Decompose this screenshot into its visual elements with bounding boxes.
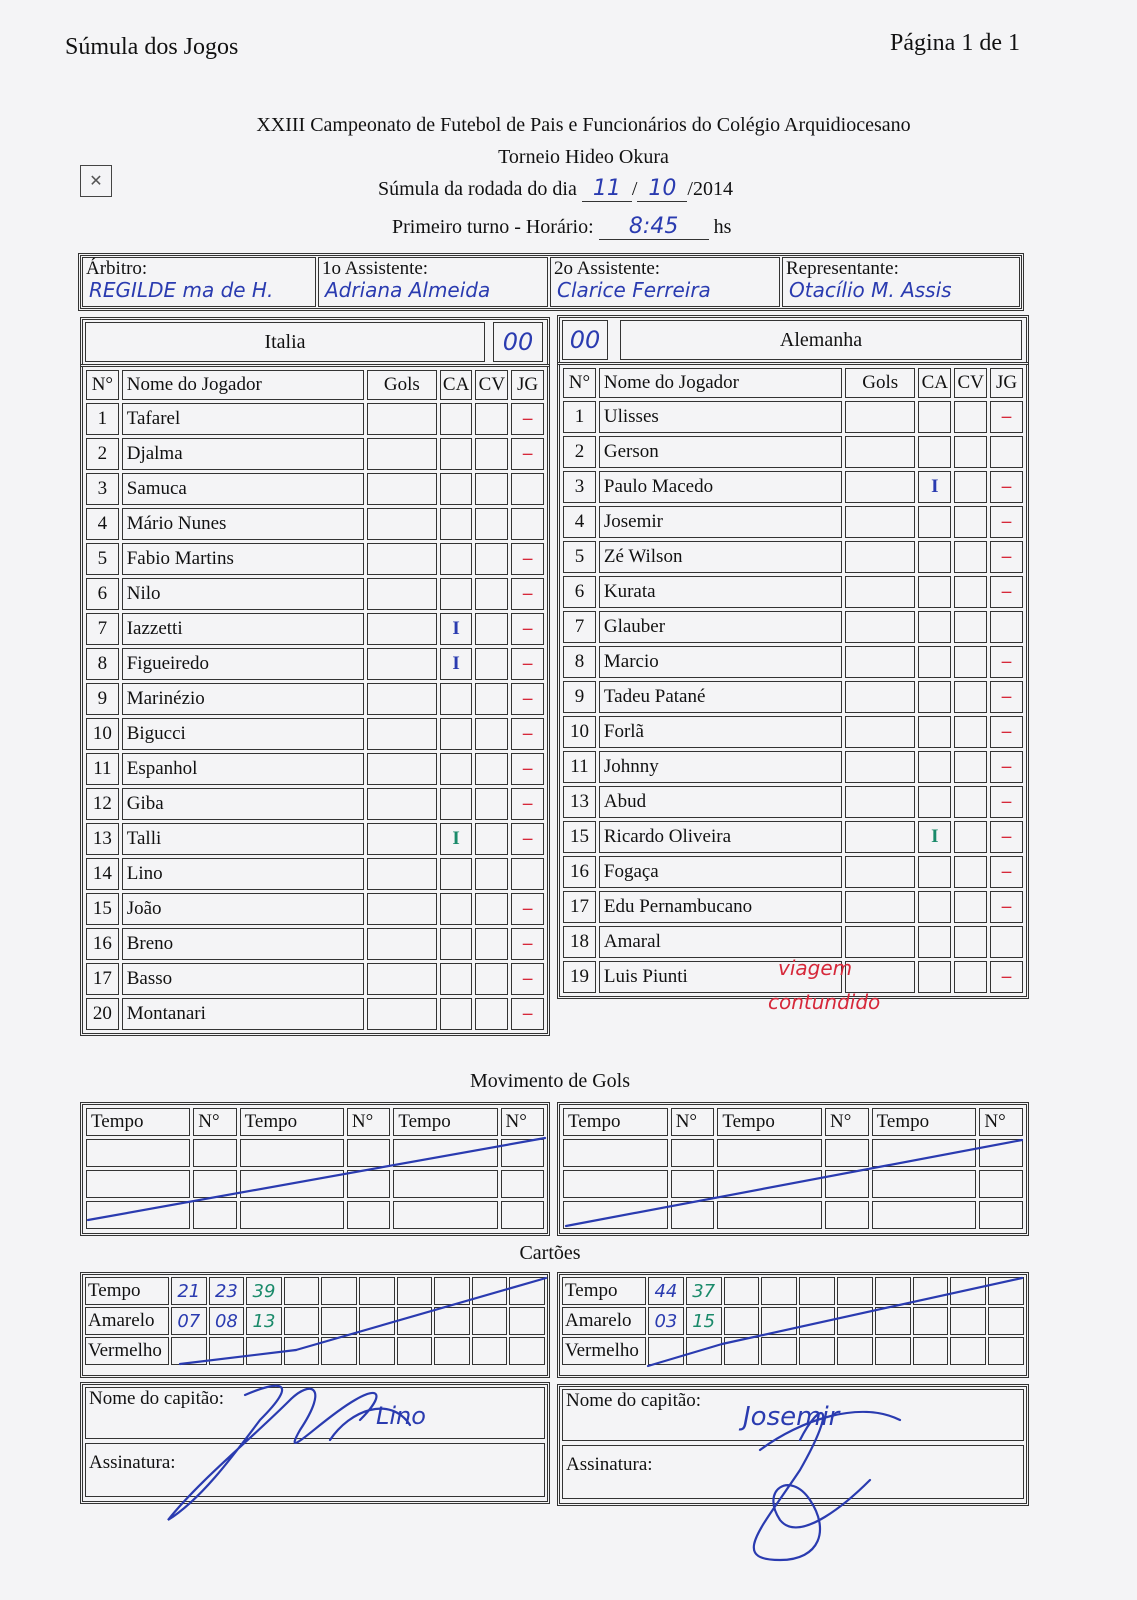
player-yellow-card: I	[918, 471, 951, 503]
player-number: 11	[563, 751, 596, 783]
player-yellow-card: I	[440, 823, 473, 855]
player-number: 18	[563, 926, 596, 958]
assistant1-value: Adriana Almeida	[325, 278, 491, 302]
cards-a-strike-upper	[296, 1278, 546, 1350]
player-played-mark: –	[990, 716, 1023, 748]
player-name: Mário Nunes	[122, 508, 364, 540]
player-number: 4	[86, 508, 119, 540]
player-name: Kurata	[599, 576, 842, 608]
player-played-mark: –	[511, 998, 544, 1030]
player-played-mark: –	[511, 578, 544, 610]
card-cell: 15	[686, 1307, 722, 1335]
player-played-mark: –	[511, 718, 544, 750]
player-name: Fogaça	[599, 856, 842, 888]
captain-b-name: Josemir	[743, 1402, 840, 1432]
col-jg: JG	[990, 368, 1023, 398]
player-yellow-card: I	[440, 613, 473, 645]
goals-no-header: N°	[347, 1108, 390, 1136]
player-played-mark: –	[511, 683, 544, 715]
goals-tempo-header: Tempo	[393, 1108, 497, 1136]
assistant2-label: 2o Assistente:	[554, 258, 661, 279]
player-number: 15	[86, 893, 119, 925]
player-yellow-card: I	[918, 821, 951, 853]
player-number: 17	[86, 963, 119, 995]
col-gols: Gols	[367, 370, 437, 400]
col-no: N°	[86, 370, 119, 400]
player-number: 6	[563, 576, 596, 608]
player-played-mark: –	[511, 543, 544, 575]
col-ca: CA	[440, 370, 473, 400]
goals-tempo-header: Tempo	[563, 1108, 668, 1136]
player-name: Iazzetti	[122, 613, 364, 645]
player-name: Forlã	[599, 716, 842, 748]
cards-row-label: Amarelo	[562, 1307, 646, 1335]
player-played-mark: –	[511, 753, 544, 785]
player-name: Montanari	[122, 998, 364, 1030]
player-yellow-card: I	[440, 648, 473, 680]
card-cell: 21	[171, 1277, 207, 1305]
player-played-mark: –	[990, 856, 1023, 888]
player-number: 7	[86, 613, 119, 645]
player-number: 2	[563, 436, 596, 468]
player-name: Giba	[122, 788, 364, 820]
player-number: 16	[563, 856, 596, 888]
player-name: Breno	[122, 928, 364, 960]
player-number: 5	[86, 543, 119, 575]
assistant2-value: Clarice Ferreira	[557, 278, 711, 302]
player-played-mark: –	[990, 681, 1023, 713]
player-number: 13	[563, 786, 596, 818]
player-name: Amaral	[599, 926, 842, 958]
date-month: 10	[637, 176, 687, 202]
player-number: 10	[86, 718, 119, 750]
player-number: 2	[86, 438, 119, 470]
goals-tempo-header: Tempo	[717, 1108, 822, 1136]
note-injured: contundido	[768, 990, 881, 1014]
player-number: 20	[86, 998, 119, 1030]
player-played-mark: –	[511, 788, 544, 820]
player-played-mark: –	[511, 963, 544, 995]
player-played-mark: –	[990, 751, 1023, 783]
player-name: Luis Piunti	[599, 961, 842, 993]
player-number: 11	[86, 753, 119, 785]
turn-prefix: Primeiro turno - Horário:	[392, 216, 594, 238]
representative-value: Otacílio M. Assis	[789, 278, 952, 302]
player-name: Tadeu Patané	[599, 681, 842, 713]
cards-row-label: Tempo	[562, 1277, 646, 1305]
cards-row-label: Tempo	[85, 1277, 169, 1305]
date-line: Súmula da rodada do dia 11 / 10 /2014	[378, 176, 733, 201]
player-number: 8	[563, 646, 596, 678]
col-gols: Gols	[845, 368, 915, 398]
player-name: Espanhol	[122, 753, 364, 785]
goals-no-header: N°	[193, 1108, 236, 1136]
card-cell: 37	[686, 1277, 722, 1305]
date-year: /2014	[687, 178, 733, 200]
player-played-mark: –	[990, 506, 1023, 538]
header-line2: Torneio Hideo Okura	[498, 146, 669, 168]
cards-a-strike-lower	[180, 1350, 296, 1364]
note-travel: viagem	[778, 956, 853, 980]
player-name: Johnny	[599, 751, 842, 783]
card-cell: 39	[246, 1277, 282, 1305]
goals-no-header: N°	[825, 1108, 869, 1136]
cards-row-label: Vermelho	[562, 1337, 646, 1365]
player-played-mark: –	[511, 438, 544, 470]
goals-no-header: N°	[501, 1108, 544, 1136]
player-played-mark: –	[511, 613, 544, 645]
player-number: 6	[86, 578, 119, 610]
player-played-mark: –	[511, 823, 544, 855]
player-number: 16	[86, 928, 119, 960]
player-number: 9	[86, 683, 119, 715]
card-cell: 44	[648, 1277, 684, 1305]
goals-a-strike	[88, 1138, 545, 1220]
player-number: 12	[86, 788, 119, 820]
player-name: João	[122, 893, 364, 925]
player-number: 5	[563, 541, 596, 573]
player-number: 1	[86, 403, 119, 435]
signature-b	[754, 1412, 900, 1560]
date-prefix: Súmula da rodada do dia	[378, 178, 577, 200]
hs-label: hs	[713, 216, 732, 238]
cards-title: Cartões	[519, 1242, 581, 1264]
player-number: 4	[563, 506, 596, 538]
player-number: 7	[563, 611, 596, 643]
player-name: Djalma	[122, 438, 364, 470]
player-name: Samuca	[122, 473, 364, 505]
card-cell: 03	[648, 1307, 684, 1335]
assistant1-label: 1o Assistente:	[322, 258, 429, 279]
player-number: 9	[563, 681, 596, 713]
player-number: 10	[563, 716, 596, 748]
player-name: Ulisses	[599, 401, 842, 433]
card-cell: 07	[171, 1307, 207, 1335]
player-number: 19	[563, 961, 596, 993]
cards-row-label: Vermelho	[85, 1337, 169, 1365]
captain-a-name-label: Nome do capitão:	[89, 1388, 225, 1409]
team-b-score: 00	[562, 320, 608, 360]
page-number: Página 1 de 1	[890, 30, 1020, 56]
cards-row-label: Amarelo	[85, 1307, 169, 1335]
goals-tempo-header: Tempo	[872, 1108, 977, 1136]
referee-value: REGILDE ma de H.	[89, 278, 274, 302]
captain-a-sign-label: Assinatura:	[89, 1452, 176, 1473]
card-cell: 08	[209, 1307, 245, 1335]
col-no: N°	[563, 368, 596, 398]
captain-b-name-label: Nome do capitão:	[566, 1390, 702, 1411]
player-played-mark: –	[990, 961, 1023, 993]
broken-image-icon: ✕	[80, 165, 112, 197]
card-cell: 13	[246, 1307, 282, 1335]
player-name: Figueiredo	[122, 648, 364, 680]
player-name: Marinézio	[122, 683, 364, 715]
referee-label: Árbitro:	[86, 258, 148, 279]
player-number: 14	[86, 858, 119, 890]
goals-tempo-header: Tempo	[240, 1108, 344, 1136]
player-name: Zé Wilson	[599, 541, 842, 573]
player-name: Fabio Martins	[122, 543, 364, 575]
goals-no-header: N°	[671, 1108, 715, 1136]
player-name: Glauber	[599, 611, 842, 643]
player-played-mark: –	[511, 403, 544, 435]
player-name: Paulo Macedo	[599, 471, 842, 503]
player-number: 8	[86, 648, 119, 680]
signature-a	[168, 1386, 410, 1520]
team-a-score: 00	[493, 322, 543, 362]
player-name: Lino	[122, 858, 364, 890]
player-name: Marcio	[599, 646, 842, 678]
player-played-mark: –	[990, 576, 1023, 608]
goals-tempo-header: Tempo	[86, 1108, 190, 1136]
player-number: 3	[563, 471, 596, 503]
player-name: Bigucci	[122, 718, 364, 750]
player-name: Abud	[599, 786, 842, 818]
player-number: 1	[563, 401, 596, 433]
team-a-name: Italia	[264, 331, 306, 353]
player-played-mark: –	[511, 893, 544, 925]
player-name: Nilo	[122, 578, 364, 610]
captain-b-sign-label: Assinatura:	[566, 1454, 653, 1475]
col-cv: CV	[954, 368, 987, 398]
player-name: Ricardo Oliveira	[599, 821, 842, 853]
player-played-mark: –	[990, 821, 1023, 853]
col-jg: JG	[511, 370, 544, 400]
player-played-mark: –	[990, 891, 1023, 923]
col-ca: CA	[918, 368, 951, 398]
player-number: 3	[86, 473, 119, 505]
col-cv: CV	[475, 370, 508, 400]
player-played-mark: –	[990, 786, 1023, 818]
goals-title: Movimento de Gols	[470, 1070, 630, 1092]
player-played-mark: –	[511, 648, 544, 680]
page-title: Súmula dos Jogos	[65, 34, 239, 60]
player-played-mark: –	[511, 928, 544, 960]
player-name: Talli	[122, 823, 364, 855]
captain-a-name: Lino	[376, 1402, 426, 1430]
goals-b-strike	[566, 1140, 1022, 1226]
team-b-name: Alemanha	[779, 329, 863, 351]
player-name: Tafarel	[122, 403, 364, 435]
player-name: Edu Pernambucano	[599, 891, 842, 923]
player-played-mark: –	[990, 471, 1023, 503]
player-name: Gerson	[599, 436, 842, 468]
card-cell: 23	[209, 1277, 245, 1305]
player-number: 13	[86, 823, 119, 855]
player-played-mark: –	[990, 646, 1023, 678]
player-name: Basso	[122, 963, 364, 995]
col-name: Nome do Jogador	[122, 370, 364, 400]
col-name: Nome do Jogador	[599, 368, 842, 398]
goals-no-header: N°	[979, 1108, 1023, 1136]
player-name: Josemir	[599, 506, 842, 538]
player-played-mark: –	[990, 541, 1023, 573]
player-number: 15	[563, 821, 596, 853]
date-day: 11	[582, 176, 632, 202]
header-line1: XXIII Campeonato de Futebol de Pais e Funcionários do Colégio Arquidiocesano	[256, 114, 911, 136]
player-played-mark: –	[990, 401, 1023, 433]
cards-b-strike-lower	[648, 1344, 722, 1366]
cards-b-strike-upper	[722, 1278, 1022, 1344]
match-time: 8:45	[599, 214, 709, 240]
player-number: 17	[563, 891, 596, 923]
representative-label: Representante:	[786, 258, 899, 279]
